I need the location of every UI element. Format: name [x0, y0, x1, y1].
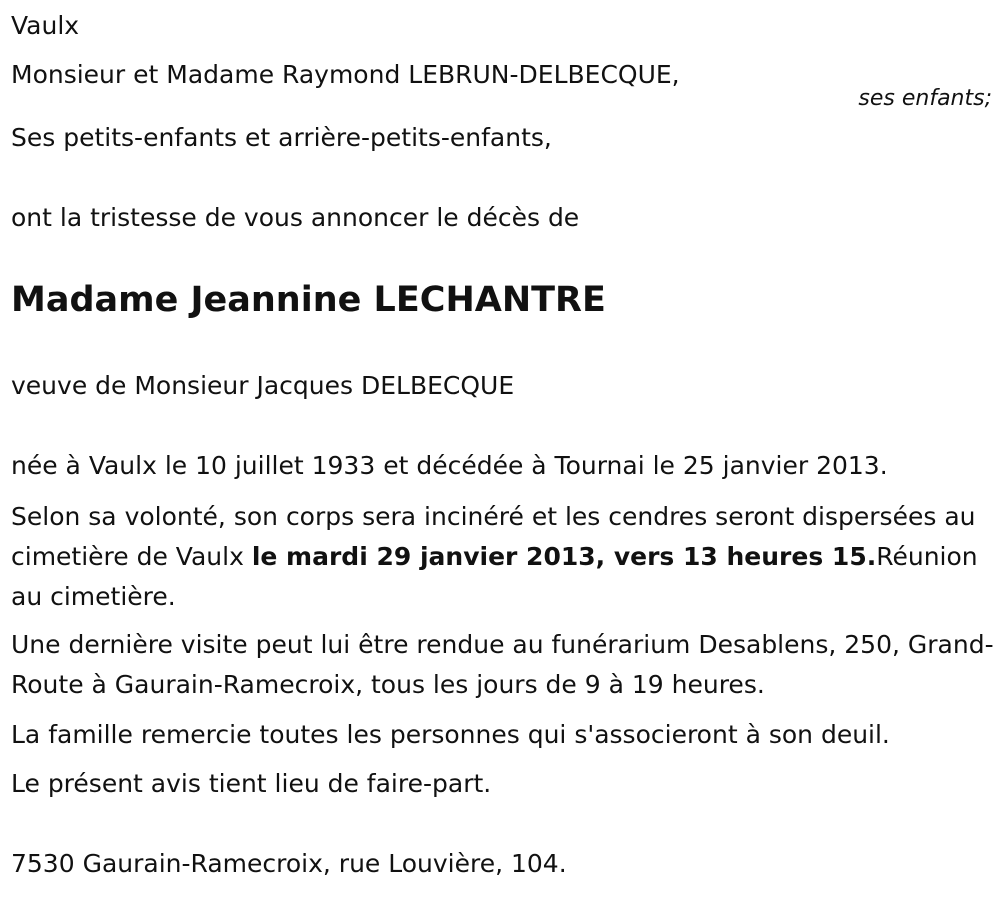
visit-paragraph: Une dernière visite peut lui être rendue au funérarium Desablens, 250, Grand-Route à Gaurain-Ramecroix, tous les jours de 9 à 19 heures.: [11, 630, 994, 699]
announcement-line: ont la tristesse de vous annoncer le décès de: [11, 203, 580, 232]
family-role-label: ses enfants;: [858, 86, 992, 111]
place-line: Vaulx: [11, 11, 80, 40]
notice-note-line: Le présent avis tient lieu de faire-part.: [11, 769, 492, 798]
ceremony-outro: Réunion au cimetière.: [11, 542, 978, 611]
family-descendants-line: Ses petits-enfants et arrière-petits-enfants,: [11, 123, 552, 152]
family-parents-line: Monsieur et Madame Raymond LEBRUN-DELBECQUE,: [11, 60, 680, 89]
birth-death-line: née à Vaulx le 10 juillet 1933 et décédée à Tournai le 25 janvier 2013.: [11, 451, 888, 480]
deceased-name-heading: Madame Jeannine LECHANTRE: [11, 280, 606, 320]
ceremony-intro: Selon sa volonté, son corps sera incinéré et les cendres seront dispersées au cimetière de Vaulx: [11, 502, 976, 571]
address-line: 7530 Gaurain-Ramecroix, rue Louvière, 104.: [11, 849, 567, 878]
widow-of-line: veuve de Monsieur Jacques DELBECQUE: [11, 371, 515, 400]
ceremony-date: le mardi 29 janvier 2013, vers 13 heures 15.: [251, 542, 877, 571]
ceremony-paragraph: [11, 497, 996, 617]
thanks-line: La famille remercie toutes les personnes qui s'associeront à son deuil.: [11, 720, 890, 749]
